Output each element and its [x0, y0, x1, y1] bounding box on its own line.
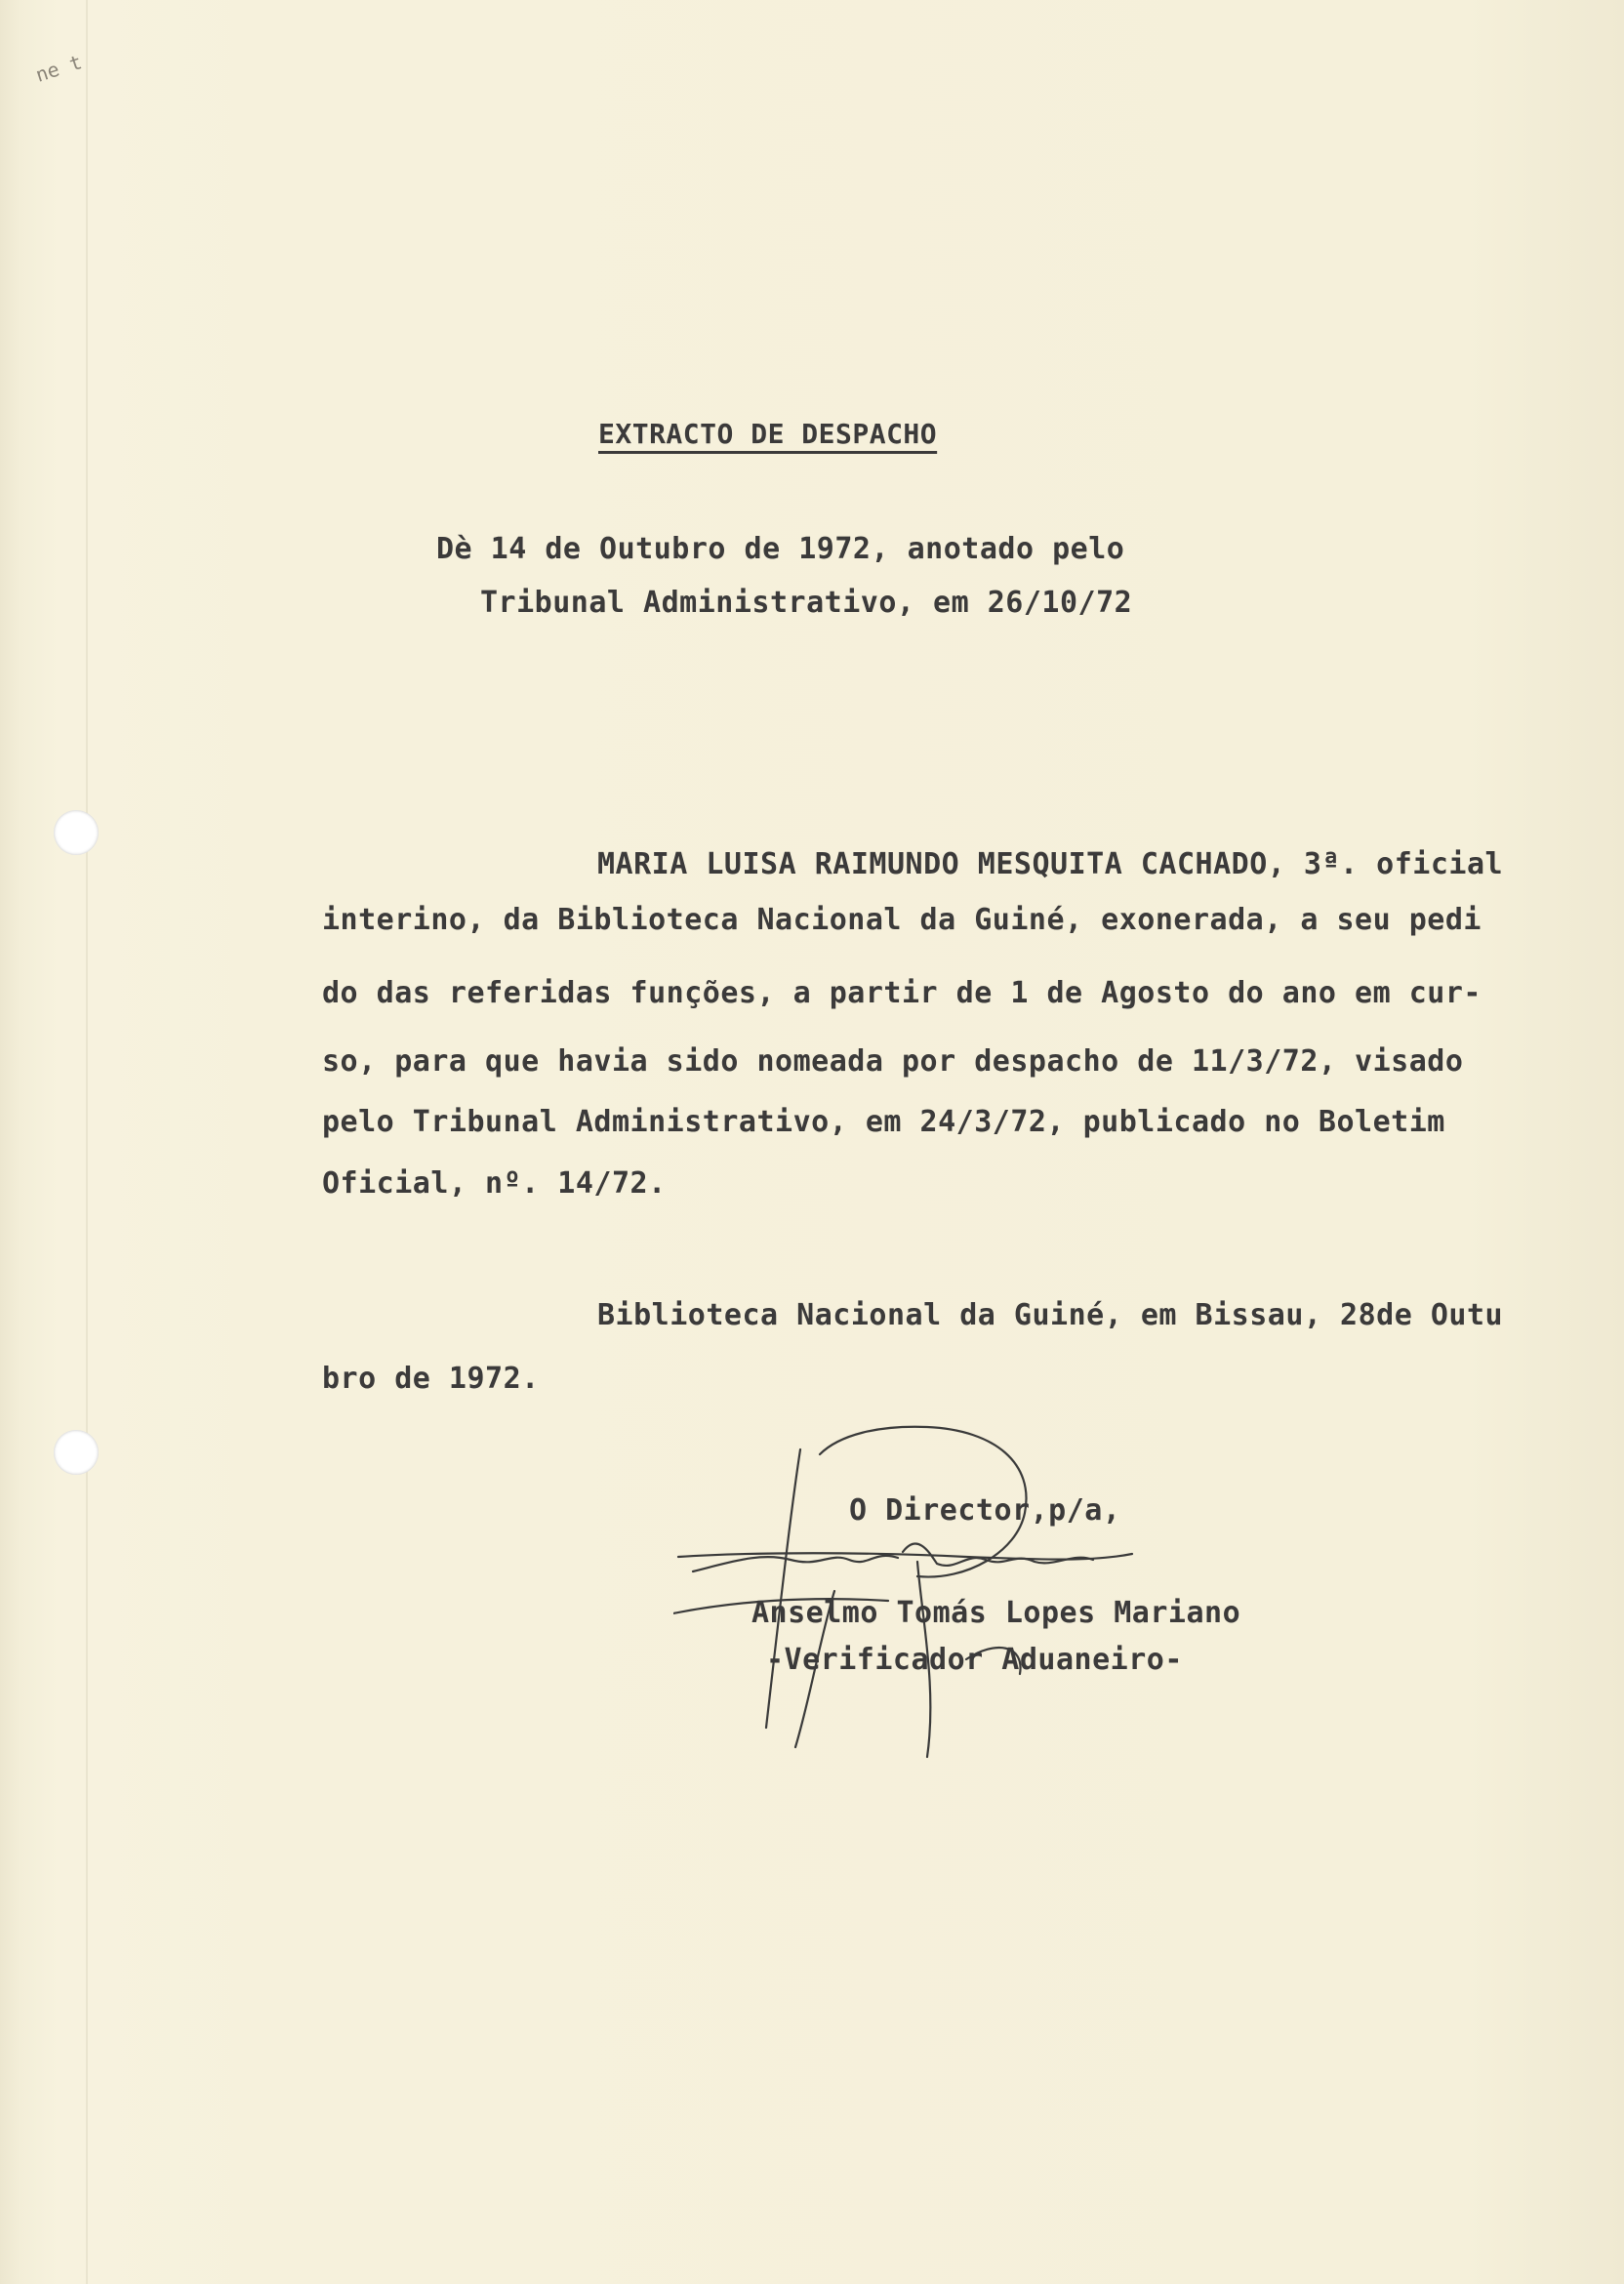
punch-hole-bottom [54, 1430, 99, 1475]
punch-hole-top [54, 810, 99, 855]
signatory-role: O Director,p/a, [849, 1493, 1121, 1528]
dispatch-date-line-1: Dè 14 de Outubro de 1972, anotado pelo [436, 532, 1125, 566]
body-line-5: pelo Tribunal Administrativo, em 24/3/72, publicado no Boletim [322, 1105, 1445, 1139]
place-date-line-1: Biblioteca Nacional da Guiné, em Bissau, 28de Outu [597, 1298, 1504, 1332]
body-line-2: interino, da Biblioteca Nacional da Guiné, exonerada, a seu pedi [322, 903, 1482, 937]
document-title: EXTRACTO DE DESPACHO [598, 418, 938, 450]
body-line-4: so, para que havia sido nomeada por despacho de 11/3/72, visado [322, 1044, 1464, 1079]
dispatch-date-line-2: Tribunal Administrativo, em 26/10/72 [480, 586, 1133, 620]
signatory-name: Anselmo Tomás Lopes Mariano [751, 1596, 1241, 1630]
signatory-title: -Verificador Aduaneiro- [766, 1643, 1183, 1677]
corner-note: ne t [32, 50, 85, 87]
handwritten-signature [673, 1406, 1318, 1776]
place-date-line-2: bro de 1972. [322, 1362, 540, 1396]
body-line-3: do das referidas funções, a partir de 1 de Agosto do ano em cur- [322, 976, 1482, 1010]
body-line-6: Oficial, nº. 14/72. [322, 1166, 667, 1201]
paper-edge-crease [86, 0, 88, 2284]
body-line-1: MARIA LUISA RAIMUNDO MESQUITA CACHADO, 3ª. oficial [597, 847, 1504, 881]
